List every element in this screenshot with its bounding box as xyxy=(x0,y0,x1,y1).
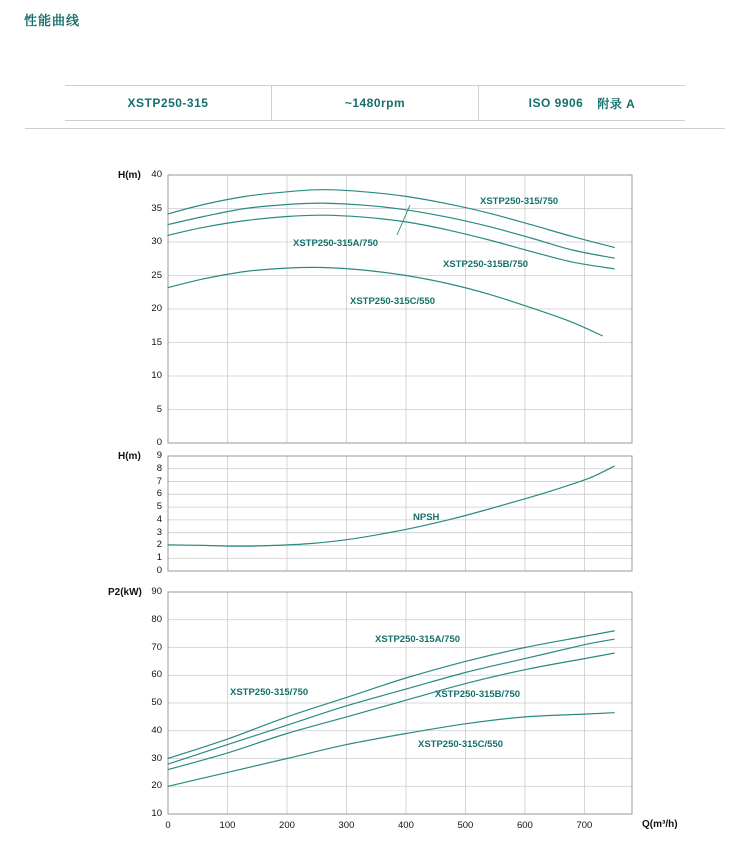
y-axis-title: P2(kW) xyxy=(108,587,142,598)
y-tick-label: 90 xyxy=(151,586,162,597)
y-tick-label: 40 xyxy=(151,724,162,736)
header-cell-speed xyxy=(271,86,478,120)
x-tick-label: 500 xyxy=(457,820,474,831)
chart-npsh xyxy=(166,454,634,573)
x-tick-label: 400 xyxy=(398,820,414,831)
y-tick-label: 9 xyxy=(156,450,162,461)
y-axis-title: H(m) xyxy=(118,451,141,462)
x-tick-label: 300 xyxy=(338,820,355,831)
curve-label-XSTP250-315A/750: XSTP250-315A/750 xyxy=(293,238,379,249)
curve-label-XSTP250-315/750: XSTP250-315/750 xyxy=(480,196,559,207)
y-tick-label: 15 xyxy=(151,336,162,348)
curve-label-XSTP250-315B/750: XSTP250-315B/750 xyxy=(435,689,521,700)
x-tick-label: 200 xyxy=(279,820,295,831)
y-tick-label: 30 xyxy=(151,236,162,247)
y-tick-label: 80 xyxy=(151,613,162,625)
y-tick-label: 8 xyxy=(156,462,162,474)
y-tick-label: 30 xyxy=(151,752,162,764)
y-tick-label: 1 xyxy=(156,552,162,564)
y-tick-label: 5 xyxy=(156,403,162,415)
x-tick-label: 700 xyxy=(576,820,593,831)
curve-XSTP250-315B/750 xyxy=(168,653,614,770)
y-tick-label: 10 xyxy=(151,370,162,381)
y-tick-label: 20 xyxy=(151,303,162,314)
y-tick-label: 25 xyxy=(151,269,162,281)
y-tick-label: 0 xyxy=(156,437,162,448)
spec-header-table xyxy=(65,85,685,121)
curve-label-XSTP250-315B/750: XSTP250-315B/750 xyxy=(443,259,529,270)
header-divider xyxy=(25,128,725,129)
y-tick-label: 40 xyxy=(151,169,162,180)
page-title: 性能曲线 xyxy=(24,13,81,28)
y-tick-label: 10 xyxy=(151,808,162,819)
curve-XSTP250-315/750 xyxy=(168,639,614,764)
leader-line xyxy=(385,205,445,245)
curve-label-XSTP250-315A/750: XSTP250-315A/750 xyxy=(375,634,461,645)
curve-label-XSTP250-315C/550: XSTP250-315C/550 xyxy=(350,296,436,307)
y-tick-label: 3 xyxy=(156,526,162,538)
header-cell-model xyxy=(65,86,271,120)
curve-label-NPSH: NPSH xyxy=(413,512,440,523)
x-tick-label: 100 xyxy=(219,820,236,831)
y-tick-label: 60 xyxy=(151,669,162,681)
x-axis-title: Q(m³/h) xyxy=(642,819,678,830)
y-tick-label: 50 xyxy=(151,697,162,708)
y-tick-label: 2 xyxy=(156,539,162,551)
chart-power-curves xyxy=(166,590,634,816)
y-tick-label: 5 xyxy=(156,501,162,513)
y-tick-label: 0 xyxy=(156,565,162,576)
header-speed-text: ~1480rpm xyxy=(344,96,406,110)
y-tick-label: 7 xyxy=(156,475,162,487)
curve-label-XSTP250-315/750: XSTP250-315/750 xyxy=(230,687,309,698)
x-tick-label: 600 xyxy=(516,820,533,831)
y-tick-label: 70 xyxy=(151,641,162,653)
y-tick-label: 35 xyxy=(151,202,162,214)
y-tick-label: 6 xyxy=(156,488,162,500)
x-tick-label: 0 xyxy=(165,820,171,831)
curve-label-XSTP250-315C/550: XSTP250-315C/550 xyxy=(418,739,504,750)
y-axis-title: H(m) xyxy=(118,170,141,181)
header-standard-a-text: ISO 9906 xyxy=(528,96,584,110)
y-tick-label: 20 xyxy=(151,780,162,792)
header-cell-standard xyxy=(478,86,685,120)
curve-XSTP250-315C/550 xyxy=(168,713,614,787)
header-model-text: XSTP250-315 xyxy=(127,96,209,110)
y-tick-label: 4 xyxy=(156,513,162,525)
header-standard-b-text: 附录 A xyxy=(597,96,636,111)
curve-NPSH xyxy=(168,466,614,546)
